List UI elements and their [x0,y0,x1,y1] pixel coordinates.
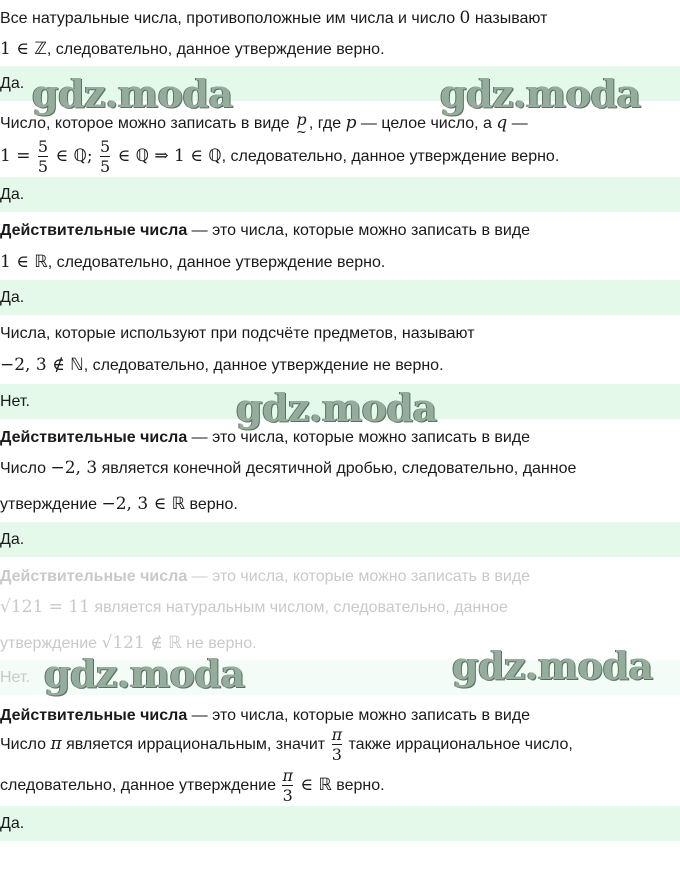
b1-line1 [0,8,547,29]
b2-frac-p [295,110,307,140]
b6-line1 [0,567,530,587]
b3-set-r: ℝ [34,252,48,272]
b2-frac-num: p [296,110,307,129]
b5-line1 [0,428,530,448]
b2-in1: ∈ [50,146,74,166]
b4-math: −2, 3 ∉ [0,355,71,375]
b5-math: −2, 3 [50,458,98,478]
b7-frac1-den: 3 [331,745,342,765]
b2-text-mid2: — целое число, а [356,115,497,132]
b5-text-c: утверждение [0,496,102,513]
b1-set-z: ℤ [34,39,47,59]
watermark-logo: gdz.moda [236,385,437,430]
b5-answer: Да. [0,531,25,548]
b5-conclusion: верно. [185,496,238,513]
b5-set-r: ℝ [171,494,186,514]
b7-frac2 [282,766,293,805]
b7-line3 [0,764,385,807]
watermark-logo: gdz.moda [44,651,245,696]
b2-text-end: — [507,115,528,132]
b6-math: √121 = 11 [0,597,90,617]
b7-text-a: Число [0,736,51,753]
b7-text: — это числа, которые можно записать в виде [187,707,531,724]
b7-answer-band [0,806,680,841]
b3-math: 1 ∈ [0,252,35,272]
b4-conclusion: , следовательно, данное утверждение не верно. [83,357,444,374]
b7-frac1 [332,725,343,764]
b2-line2 [0,136,559,177]
watermark-logo: gdz.moda [452,643,653,688]
b2-answer-band [0,177,680,212]
b2-frac2 [100,137,110,176]
b2-set-q2: ℚ [135,146,149,166]
b2-eq-lhs: 1 = [0,146,36,166]
b1-conclusion: , следовательно, данное утверждение верно. [46,41,385,58]
b7-conclusion: верно. [331,777,385,794]
b2-frac1-num: 5 [37,137,49,157]
b6-text: — это числа, которые можно записать в виде [187,568,531,585]
b6-answer: Нет. [0,669,30,686]
b3-answer: Да. [0,289,25,306]
b6-text-c: утверждение [0,635,102,652]
b7-text-b: является иррациональным, значит [61,736,330,753]
b6-set-r: ℝ [168,633,182,653]
b3-text: — это числа, которые можно записать в виде [187,222,531,239]
b6-term: Действительные числа [0,568,188,585]
b4-text: Числа, которые используют при подсчёте предметов, называют [0,325,475,342]
b5-line3 [0,494,238,515]
b5-text: — это числа, которые можно записать в виде [187,429,531,446]
b1-text-end: называют [470,10,548,27]
b7-answer: Да. [0,815,25,832]
b6-line2 [0,597,508,618]
b2-conclusion: , следовательно, данное утверждение верно. [221,148,560,165]
b5-line2 [0,458,576,479]
b3-answer-band [0,280,680,315]
b3-conclusion: , следовательно, данное утверждение верно. [47,254,386,271]
b5-text-a: Число [0,460,51,477]
b1-answer: Да. [0,75,25,92]
b7-in: ∈ [294,775,319,795]
b2-var-p: p [345,113,357,133]
b2-frac-den: ~ [295,125,307,140]
b3-line1 [0,221,530,241]
b2-in2: ∈ [112,146,136,166]
b3-line2 [0,252,385,273]
b6-math2: √121 ∉ [101,633,169,653]
b7-set-r: ℝ [318,775,332,795]
b5-answer-band [0,522,680,557]
b2-frac1 [38,137,48,176]
b2-text-mid: , где [308,115,346,132]
b2-var-q: q [496,113,508,133]
b1-num: 0 [459,8,471,28]
b4-line1 [0,324,475,344]
b4-set-n: ℕ [70,355,84,375]
b7-line2 [0,723,573,766]
b5-math2: −2, 3 ∈ [101,494,172,514]
b1-text: Все натуральные числа, противоположные им числа и число [0,10,460,27]
b2-arrow: ⇒ 1 ∈ [148,146,209,166]
b2-frac1-den: 5 [37,157,49,177]
b7-pi: π [50,734,62,754]
b2-set-q3: ℚ [208,146,222,166]
b2-set-q1: ℚ [73,146,87,166]
b5-term: Действительные числа [0,429,188,446]
b6-conclusion: не верно. [181,635,257,652]
b5-text-b: является конечной десятичной дробью, следовательно, данное [97,460,577,477]
watermark-logo: gdz.moda [32,71,233,116]
b7-frac1-num: π [331,725,343,745]
b2-frac2-num: 5 [100,137,111,157]
b7-frac2-den: 3 [282,786,293,806]
b1-math: 1 ∈ [0,39,35,59]
b2-answer: Да. [0,186,25,203]
b4-answer: Нет. [0,393,30,410]
b2-sep: ; [86,146,98,166]
b1-line2 [0,39,385,60]
b2-text: Число, которое можно записать в виде [0,115,294,132]
watermark-logo: gdz.moda [440,71,641,116]
b4-line2 [0,355,444,376]
b3-term: Действительные числа [0,222,188,239]
b7-text-d: следовательно, данное утверждение [0,777,281,794]
b2-frac2-den: 5 [100,157,111,177]
b7-term: Действительные числа [0,707,188,724]
b7-text-c: также иррациональное число, [344,736,573,753]
b7-frac2-num: π [282,766,293,786]
b6-text-b: является натуральным числом, следовательно, данное [89,599,508,616]
